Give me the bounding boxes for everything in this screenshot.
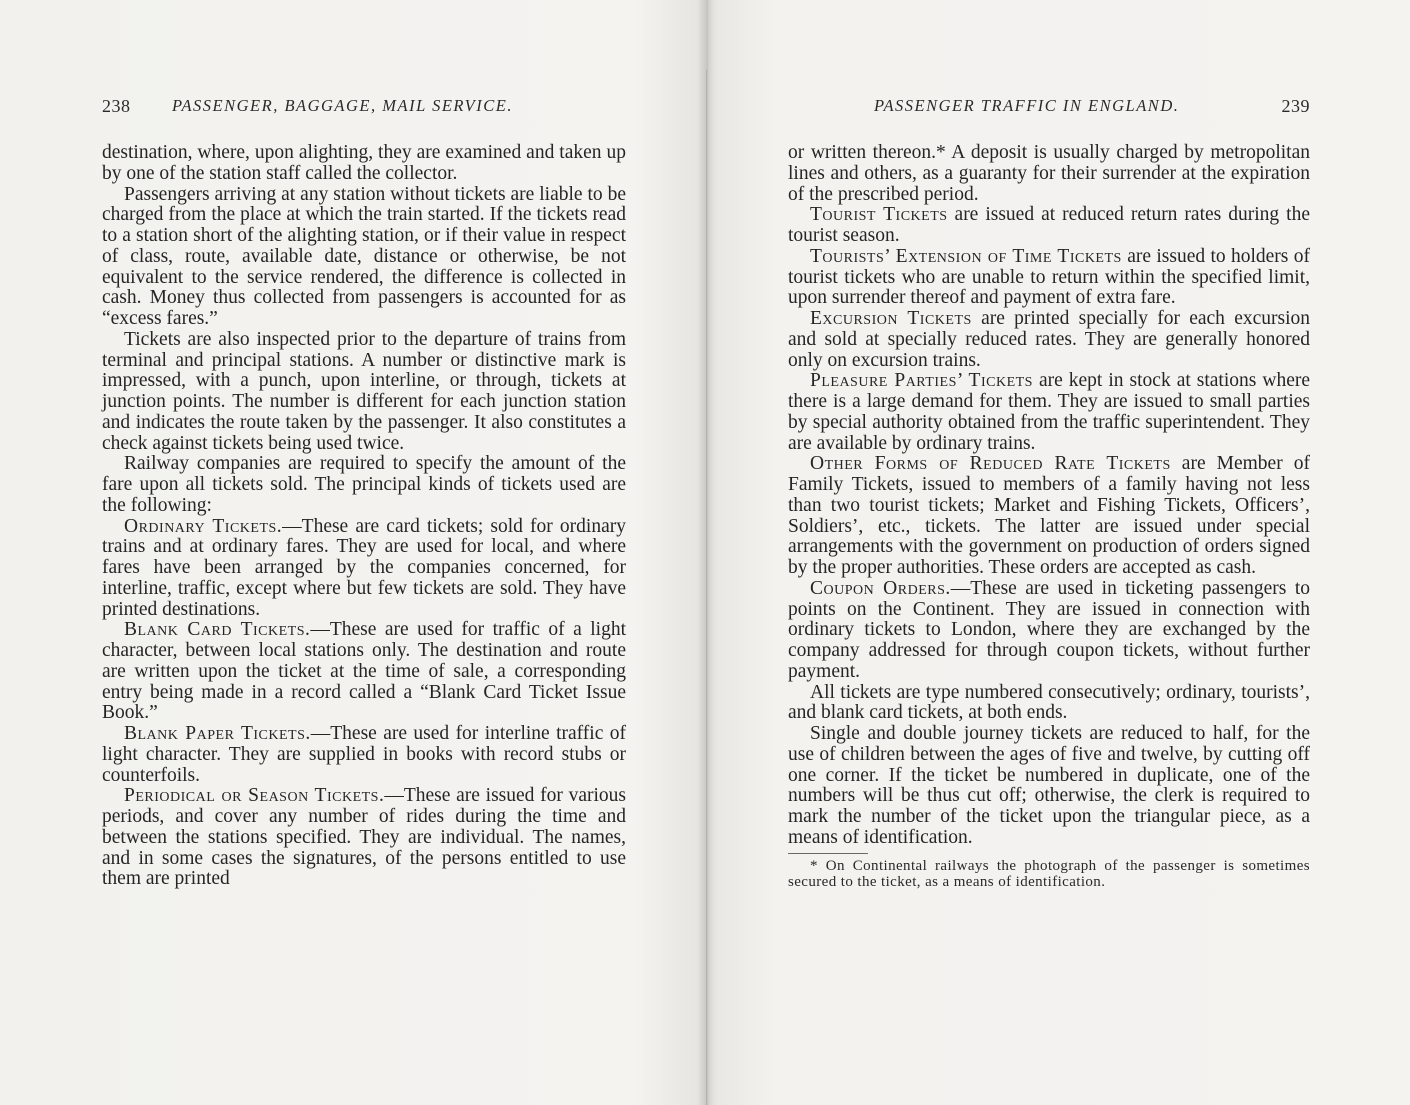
ticket-heading: Tourist Tickets <box>810 204 948 226</box>
right-paragraph: Pleasure Parties’ Tickets are kept in stock at stations where there is a large demand for them. They are issued to small parties by special authority obtained from the traffic superintendent. They are available by ordinary trains. <box>788 370 1310 454</box>
footnote: * On Continental railways the photograph of the passenger is sometimes secured to the ticket, as a means of identification. <box>788 857 1310 890</box>
right-paragraph: Other Forms of Reduced Rate Tickets are Member of Family Tickets, issued to members of a family having not less than two tourist tickets; Market and Fishing Tickets, Officers’, Soldiers’, etc., tickets. The latter are issued under special arrangements with the government on production of orders signed by the proper authorities. These orders are accepted as cash. <box>788 453 1310 578</box>
left-paragraph: Periodical or Season Tickets.—These are issued for various periods, and cover any number of rides during the time and between the stations specified. They are individual. The names, and in some cases the signatures, of the persons entitled to use them are printed <box>102 785 626 890</box>
right-paragraph: Coupon Orders.—These are used in ticketing passengers to points on the Continent. They are issued in connection with ordinary tickets to London, where they are exchanged by the company addressed for through coupon tickets, without further payment. <box>788 577 1310 682</box>
ticket-heading: Periodical or Season Tickets. <box>124 785 385 807</box>
left-page-number: 238 <box>102 96 131 116</box>
left-paragraph: Passengers arriving at any station without tickets are liable to be charged from the place at which the train started. If the tickets read to a station short of the alighting station, or if their value in respect of class, route, available date, distance or otherwise, be not equivalent to the service rendered, the difference is collected in cash. Money thus collected from passengers is accounted for as “excess fares.” <box>102 183 626 329</box>
ticket-heading: Blank Paper Tickets. <box>124 723 311 744</box>
left-body-text <box>102 143 626 890</box>
left-paragraph: Blank Paper Tickets.—These are used for interline traffic of light character. They are supplied in books with record stubs or counterfoils. <box>102 723 626 786</box>
right-paragraph: Single and double journey tickets are reduced to half, for the use of children between the ages of five and twelve, by cutting off one corner. If the ticket be numbered in duplicate, one of the numbers will be thus cut off; otherwise, the clerk is required to mark the number of the ticket upon the triangular piece, as a means of identification. <box>788 723 1310 848</box>
gutter-shadow <box>696 0 718 1105</box>
left-paragraph: destination, where, upon alighting, they are examined and taken up by one of the station staff called the collector. <box>102 142 626 184</box>
right-paragraph: Excursion Tickets are printed specially for each excursion and sold at specially reduced rates. They are generally honored only on excursion trains. <box>788 308 1311 371</box>
ticket-heading: Excursion Tickets <box>810 308 972 329</box>
ticket-heading: Pleasure Parties’ Tickets <box>810 370 1033 392</box>
right-paragraph: All tickets are type numbered consecutively; ordinary, tourists’, and blank card tickets, at both ends. <box>788 681 1310 724</box>
left-running-head <box>102 96 626 120</box>
left-running-title: PASSENGER, BAGGAGE, MAIL SERVICE. <box>172 96 513 115</box>
right-body-text <box>788 143 1310 890</box>
right-page-number: 239 <box>1281 96 1310 116</box>
ticket-heading: Tourists’ Extension of Time Tickets <box>810 245 1122 267</box>
gutter-line <box>706 70 707 1105</box>
left-paragraph: Tickets are also inspected prior to the departure of trains from terminal and principal stations. A number or distinctive mark is impressed, with a punch, upon interline, or through, tickets at junction points. The number is different for each junction station and indicates the route taken by the passenger. It also constitutes a check against tickets being used twice. <box>102 328 626 454</box>
ticket-heading: Coupon Orders. <box>810 577 951 599</box>
ticket-heading: Ordinary Tickets. <box>124 515 283 537</box>
right-paragraph: Tourists’ Extension of Time Tickets are issued to holders of tourist tickets who are unable to return within the specified limit, upon surrender thereof and payment of extra fare. <box>788 245 1310 309</box>
left-paragraph: Blank Card Tickets.—These are used for traffic of a light character, between local stations only. The destination and route are written upon the ticket at the time of sale, a corresponding entry being made in a record called a “Blank Card Ticket Issue Book.” <box>102 619 626 724</box>
right-paragraph: Tourist Tickets are issued at reduced return rates during the tourist season. <box>788 204 1310 246</box>
ticket-heading: Blank Card Tickets. <box>124 619 311 641</box>
ticket-heading: Other Forms of Reduced Rate Tickets <box>810 453 1171 475</box>
left-paragraph: Railway companies are required to specify the amount of the fare upon all tickets sold. The principal kinds of tickets used are the following: <box>102 453 626 516</box>
left-paragraph: Ordinary Tickets.—These are card tickets; sold for ordinary trains and at ordinary fares. They are used for local, and where fares have been arranged by the companies concerned, for interline, traffic, except where but few tickets are sold. They have printed destinations. <box>102 515 626 620</box>
right-running-title: PASSENGER TRAFFIC IN ENGLAND. <box>874 96 1180 115</box>
right-paragraph: or written thereon.* A deposit is usually charged by metropolitan lines and others, as a guaranty for their surrender at the expiration of the prescribed period. <box>788 142 1310 205</box>
right-running-head <box>788 96 1310 120</box>
footnote-rule <box>788 853 868 854</box>
